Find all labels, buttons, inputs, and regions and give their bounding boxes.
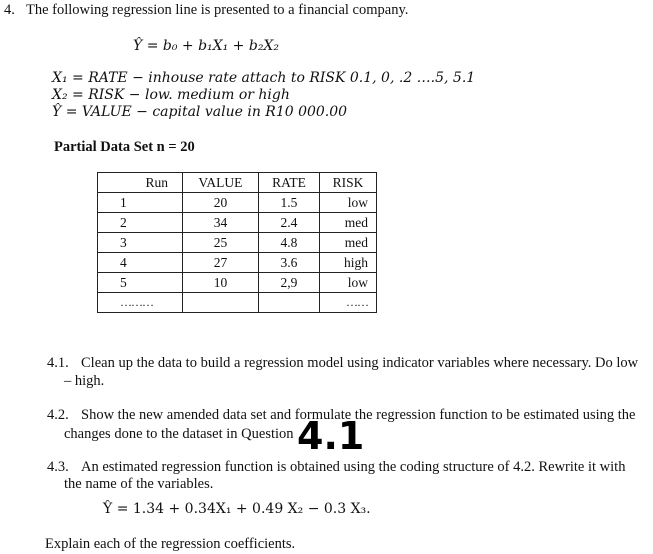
regression-model: Ŷ = b₀ + b₁X₁ + b₂X₂ (133, 38, 280, 54)
table-row-ellipsis (98, 293, 377, 313)
cell-risk: high (320, 253, 377, 273)
subquestion-text: – high. (64, 373, 105, 389)
header-run: Run (98, 173, 183, 193)
subquestion-text: An estimated regression function is obtained using the coding structure of 4.2. Rewrite it with (81, 459, 626, 475)
cell-value: 27 (183, 253, 259, 273)
cell-run-ellipsis: ……… (98, 293, 183, 313)
cell-run: 5 (98, 273, 183, 293)
subquestion-label: 4.2. (47, 407, 69, 423)
table-row (98, 273, 377, 293)
cell-run: 3 (98, 233, 183, 253)
cell-run: 2 (98, 213, 183, 233)
table-row (98, 213, 377, 233)
table-row (98, 193, 377, 213)
cell-run: 1 (98, 193, 183, 213)
cell-rate: 2.4 (258, 213, 319, 233)
estimated-function: Ŷ = 1.34 + 0.34X₁ + 0.49 X₂ − 0.3 X₃. (103, 501, 371, 517)
subquestion-label: 4.1. (47, 355, 69, 371)
subquestion-text: Show the new amended data set and formulate the regression function to be estimated using the (81, 407, 636, 423)
cell-risk: low (320, 273, 377, 293)
cell-empty (183, 293, 259, 313)
cell-run: 4 (98, 253, 183, 273)
cell-value: 25 (183, 233, 259, 253)
question-number: 4. (4, 2, 15, 18)
cell-value: 34 (183, 213, 259, 233)
cell-risk-ellipsis: …… (320, 293, 377, 313)
subquestion-text: Clean up the data to build a regression model using indicator variables where necessary. Do low (81, 355, 639, 371)
handwritten-marker: 4.1 (297, 414, 365, 458)
definition-x1: X₁ = RATE − inhouse rate attach to RISK 0.1, 0, .2 ….5, 5.1 (52, 70, 476, 86)
cell-value: 10 (183, 273, 259, 293)
subquestion-label: 4.3. (47, 459, 69, 475)
header-value: VALUE (183, 173, 259, 193)
cell-rate: 1.5 (258, 193, 319, 213)
cell-risk: med (320, 233, 377, 253)
header-rate: RATE (258, 173, 319, 193)
definition-y: Ŷ = VALUE − capital value in R10 000.00 (52, 104, 348, 120)
header-risk: RISK (320, 173, 377, 193)
cell-rate: 2,9 (258, 273, 319, 293)
cell-risk: low (320, 193, 377, 213)
cell-rate: 3.6 (258, 253, 319, 273)
partial-data-label: Partial Data Set n = 20 (54, 139, 195, 155)
cell-risk: med (320, 213, 377, 233)
subquestion-text: changes done to the dataset in Question (64, 426, 294, 442)
closing-instruction: Explain each of the regression coefficients. (45, 536, 296, 552)
cell-empty (258, 293, 319, 313)
cell-rate: 4.8 (258, 233, 319, 253)
table-row (98, 233, 377, 253)
cell-value: 20 (183, 193, 259, 213)
subquestion-text: the name of the variables. (64, 476, 214, 492)
data-table (97, 172, 377, 313)
definition-x2: X₂ = RISK − low. medium or high (52, 87, 290, 103)
table-row (98, 253, 377, 273)
question-intro: The following regression line is presented to a financial company. (26, 2, 409, 18)
table-header-row (98, 173, 377, 193)
